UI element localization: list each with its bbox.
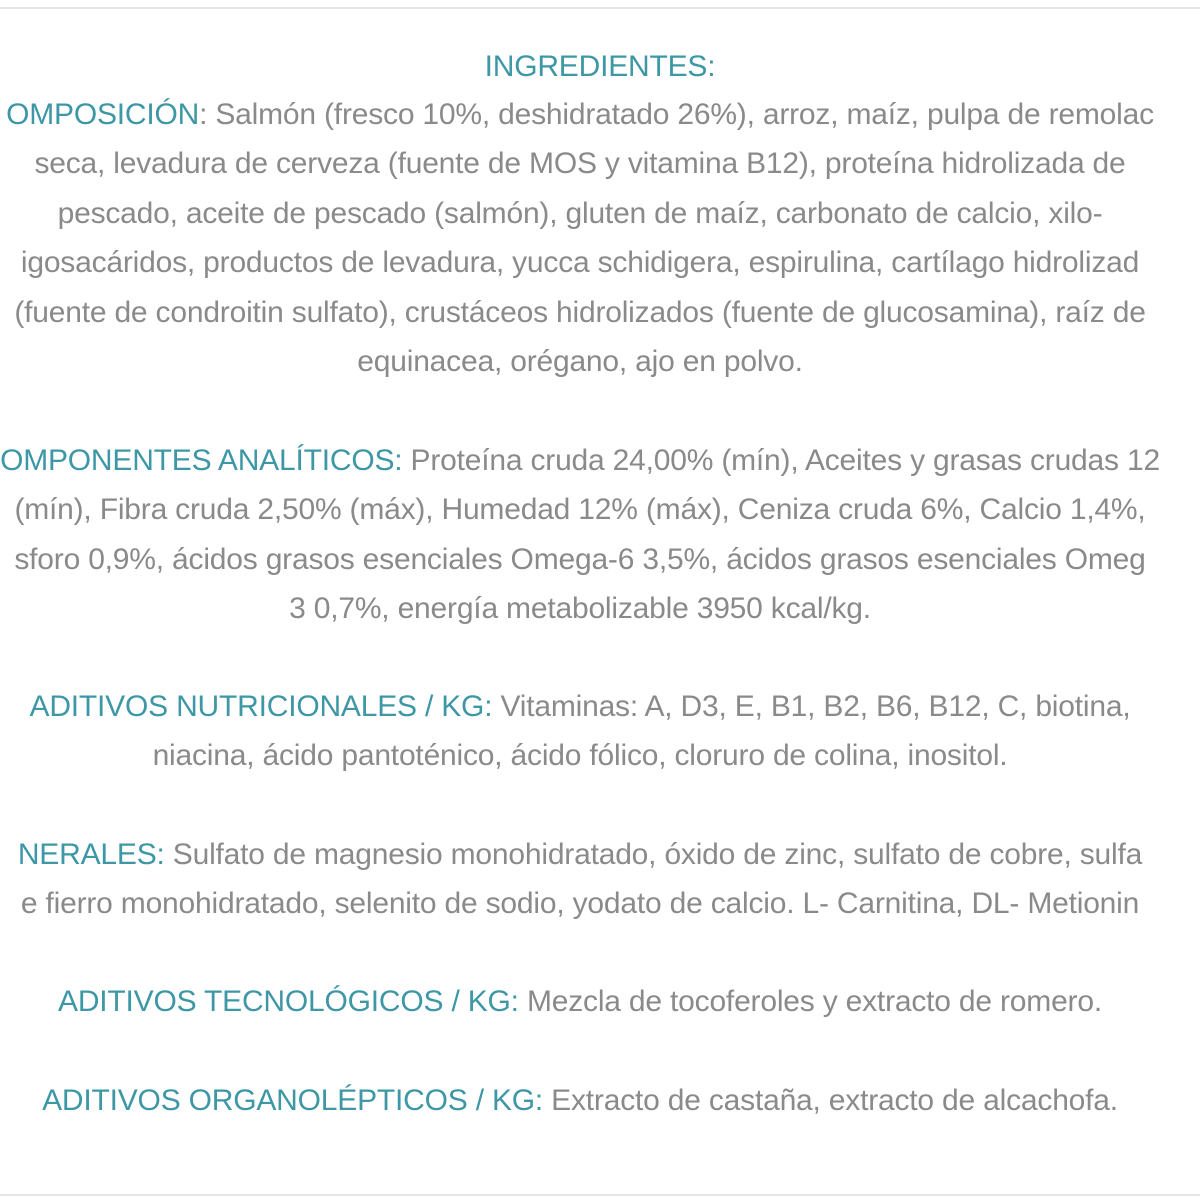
composition-section (0, 90, 1200, 386)
technological-heading: ADITIVOS TECNOLÓGICOS / KG: (58, 985, 519, 1018)
nutritional-line: niacina, ácido pantoténico, ácido fólico, cloruro de colina, inositol. (152, 739, 1008, 773)
bottom-divider (0, 1194, 1200, 1196)
composition-heading: OMPOSICIÓN (6, 98, 200, 131)
analytical-line: sforo 0,9%, ácidos grasos esenciales Omega-6 3,5%, ácidos grasos esenciales Omeg (14, 542, 1146, 576)
minerals-text: Sulfato de magnesio monohidratado, óxido de zinc, sulfato de cobre, sulfa (164, 838, 1143, 871)
organoleptic-additives-section (0, 1076, 1200, 1125)
composition-line: seca, levadura de cerveza (fuente de MOS y vitamina B12), proteína hidrolizada de (34, 147, 1126, 181)
nutritional-text: Vitaminas: A, D3, E, B1, B2, B6, B12, C, biotina, (492, 690, 1131, 723)
analytical-line: 3 0,7%, energía metabolizable 3950 kcal/kg. (289, 592, 871, 626)
nutritional-additives-section (0, 682, 1200, 781)
technological-text: Mezcla de tocoferoles y extracto de romero. (518, 985, 1102, 1018)
nutritional-line (0, 682, 1200, 731)
composition-line (0, 90, 1200, 139)
minerals-line (0, 830, 1200, 879)
technological-additives-section (0, 977, 1200, 1026)
composition-line: (fuente de condroitin sulfato), crustáceos hidrolizados (fuente de glucosamina), raíz de (14, 295, 1146, 329)
composition-line: igosacáridos, productos de levadura, yucca schidigera, espirulina, cartílago hidrolizad (20, 246, 1140, 280)
organoleptic-text: Extracto de castaña, extracto de alcachofa. (543, 1084, 1118, 1117)
ingredients-title: INGREDIENTES: (484, 50, 716, 83)
analytical-text: Proteína cruda 24,00% (mín), Aceites y grasas crudas 12 (402, 444, 1160, 477)
analytical-line: (mín), Fibra cruda 2,50% (máx), Humedad 12% (máx), Ceniza cruda 6%, Calcio 1,4%, (14, 493, 1146, 527)
minerals-line: e fierro monohidratado, selenito de sodio, yodato de calcio. L- Carnitina, DL- Metionin (20, 887, 1140, 921)
organoleptic-heading: ADITIVOS ORGANOLÉPTICOS / KG: (42, 1084, 544, 1117)
composition-line: pescado, aceite de pescado (salmón), gluten de maíz, carbonato de calcio, xilo- (57, 196, 1103, 230)
analytical-section (0, 436, 1200, 634)
analytical-line (0, 436, 1200, 485)
organoleptic-line (0, 1076, 1200, 1125)
nutritional-heading: ADITIVOS NUTRICIONALES / KG: (29, 690, 493, 723)
composition-text: : Salmón (fresco 10%, deshidratado 26%), arroz, maíz, pulpa de remolac (199, 98, 1154, 131)
top-divider (0, 7, 1200, 9)
composition-line: equinacea, orégano, ajo en polvo. (357, 344, 803, 378)
minerals-heading: NERALES: (17, 838, 165, 871)
analytical-heading: OMPONENTES ANALÍTICOS: (0, 444, 403, 477)
minerals-section (0, 830, 1200, 929)
technological-line (0, 977, 1200, 1026)
